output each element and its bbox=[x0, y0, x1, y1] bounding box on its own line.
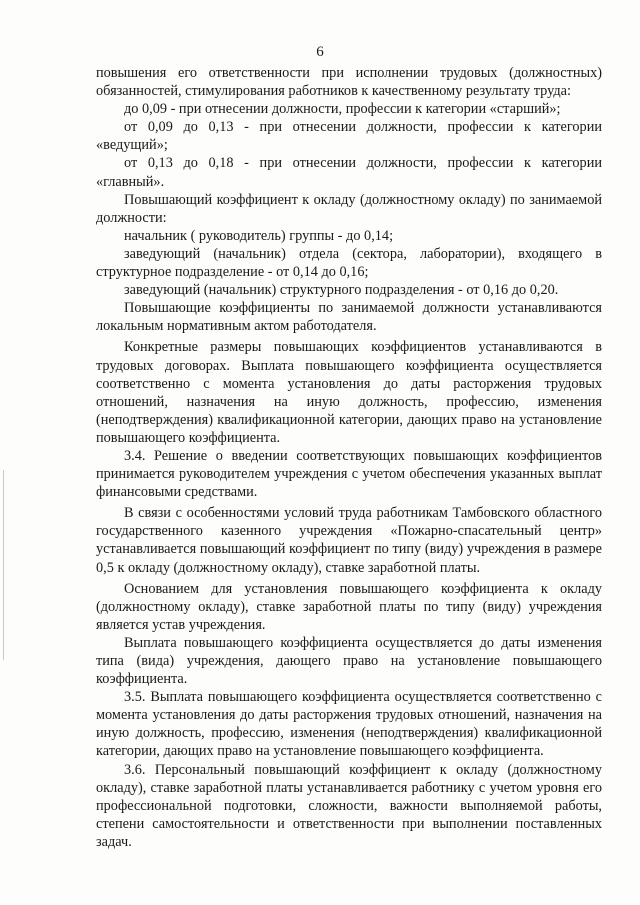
paragraph: Конкретные размеры повышающих коэффициентов устанавливаются в трудовых договорах. Выплата повышающего коэффициента осуществляется соответственно с момента установления до даты расторжения трудовых отношений, назначения на иную должность, профессию, изменения (неподтверждения) квалификационной категории, дающих право на установление повышающего коэффициента. bbox=[96, 339, 602, 446]
paragraph: до 0,09 - при отнесении должности, профессии к категории «старший»; bbox=[124, 101, 561, 118]
paragraph: повышения его ответственности при исполнении трудовых (должностных) обязанностей, стимулирования работников к качественному результату труда: bbox=[96, 65, 602, 100]
paragraph: Основанием для установления повышающего коэффициента к окладу (должностному окладу), ставке заработной платы по типу (виду) учреждения является устав учреждения. bbox=[96, 580, 602, 633]
paragraph: 3.6. Персональный повышающий коэффициент к окладу (должностному окладу), ставке заработной платы устанавливается работнику с учетом уровня его профессиональной подготовки, сложности, важности выполняемой работы, степени самостоятельности и ответственности при выполнении поставленных задач. bbox=[96, 761, 602, 850]
paragraph: 3.4. Решение о введении соответствующих повышающих коэффициентов принимается руководителем учреждения с учетом обеспечения указанных выплат финансовыми средствами. bbox=[96, 447, 602, 501]
paragraph: Повышающий коэффициент к окладу (должностному окладу) по занимаемой должности: bbox=[96, 191, 602, 226]
paragraph: Выплата повышающего коэффициента осуществляется до даты изменения типа (вида) учреждения, дающего право на установление повышающего коэффициента. bbox=[96, 634, 602, 688]
paragraph: 3.5. Выплата повышающего коэффициента осуществляется соответственно с момента установления до даты расторжения трудовых отношений, назначения на иную должность, профессию, изменения (неподтверждения) квалификационной категории, дающих право на установление повышающего коэффициента. bbox=[96, 689, 602, 760]
paragraph: начальник ( руководитель) группы - до 0,14; bbox=[124, 227, 394, 244]
paragraph: В связи с особенностями условий труда работникам Тамбовского областного государственного казенного учреждения «Пожарно-спасательный центр» устанавливается повышающий коэффициент по типу (виду) учреждения в размере 0,5 к окладу (должностному окладу), ставке заработной платы. bbox=[96, 505, 602, 576]
paragraph: заведующий (начальник) отдела (сектора, лаборатории), входящего в структурное подразделение - от 0,14 до 0,16; bbox=[96, 245, 602, 281]
paragraph: заведующий (начальник) структурного подразделения - от 0,16 до 0,20. bbox=[124, 282, 559, 299]
paragraph: от 0,13 до 0,18 - при отнесении должности, профессии к категории «главный». bbox=[96, 155, 602, 190]
scan-edge-line bbox=[3, 470, 4, 660]
document-body bbox=[96, 64, 602, 851]
paragraph: Повышающие коэффициенты по занимаемой должности устанавливаются локальным нормативным актом работодателя. bbox=[96, 300, 602, 335]
paragraph: от 0,09 до 0,13 - при отнесении должности, профессии к категории «ведущий»; bbox=[96, 119, 602, 154]
page-number: 6 bbox=[316, 44, 324, 60]
